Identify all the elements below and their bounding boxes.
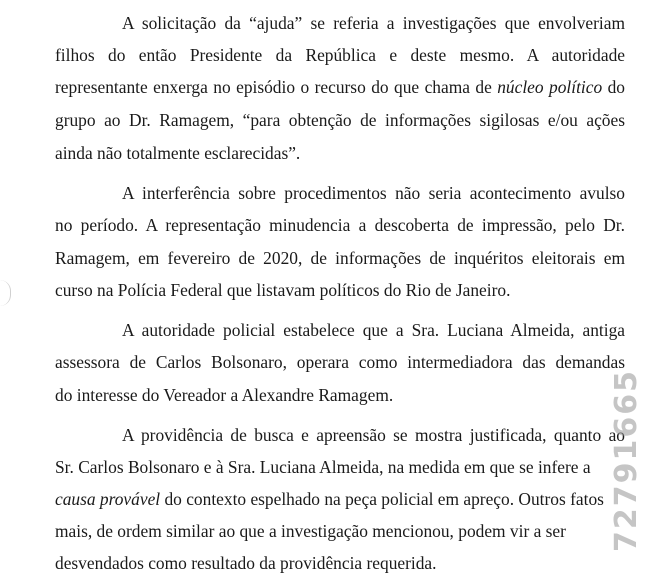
text-line: representante enxerga no episódio o recurso do que chama de núcleo político do bbox=[55, 77, 625, 97]
text-line: assessora de Carlos Bolsonaro, operara como intermediadora das demandas bbox=[55, 352, 625, 372]
text-line: A solicitação da “ajuda” se referia a investigações que envolveriam bbox=[122, 13, 625, 33]
text-line: A interferência sobre procedimentos não seria acontecimento avulso bbox=[122, 183, 625, 203]
text-line: no período. A representação minudencia a descoberta de impressão, pelo Dr. bbox=[55, 215, 625, 235]
italic-term: causa provável bbox=[55, 489, 161, 509]
text-line: grupo ao Dr. Ramagem, “para obtenção de informações sigilosas e/ou ações bbox=[55, 110, 625, 130]
text-line: mais, de ordem similar ao que a investigação mencionou, podem vir a ser bbox=[55, 521, 566, 541]
text-line: desvendados como resultado da providência requerida. bbox=[55, 553, 437, 573]
text-line: Sr. Carlos Bolsonaro e à Sra. Luciana Almeida, na medida em que se infere a bbox=[55, 457, 591, 477]
text-line: ainda não totalmente esclarecidas”. bbox=[55, 143, 301, 163]
binding-hole-mark bbox=[0, 280, 11, 306]
italic-term: núcleo político bbox=[497, 77, 603, 97]
text-line: curso na Polícia Federal que listavam políticos do Rio de Janeiro. bbox=[55, 280, 511, 300]
text-line: do interesse do Vereador a Alexandre Ramagem. bbox=[55, 385, 394, 405]
text-line: Ramagem, em fevereiro de 2020, de informações de inquéritos eleitorais em bbox=[55, 248, 625, 268]
text-line: A providência de busca e apreensão se mostra justificada, quanto ao bbox=[122, 425, 625, 445]
side-stamp-number: 72791665 bbox=[608, 368, 644, 552]
text-line: A autoridade policial estabelece que a Sra. Luciana Almeida, antiga bbox=[122, 320, 625, 340]
text-line: filhos do então Presidente da República e deste mesmo. A autoridade bbox=[55, 45, 625, 65]
text-line: causa provável do contexto espelhado na peça policial em apreço. Outros fatos bbox=[55, 489, 604, 509]
